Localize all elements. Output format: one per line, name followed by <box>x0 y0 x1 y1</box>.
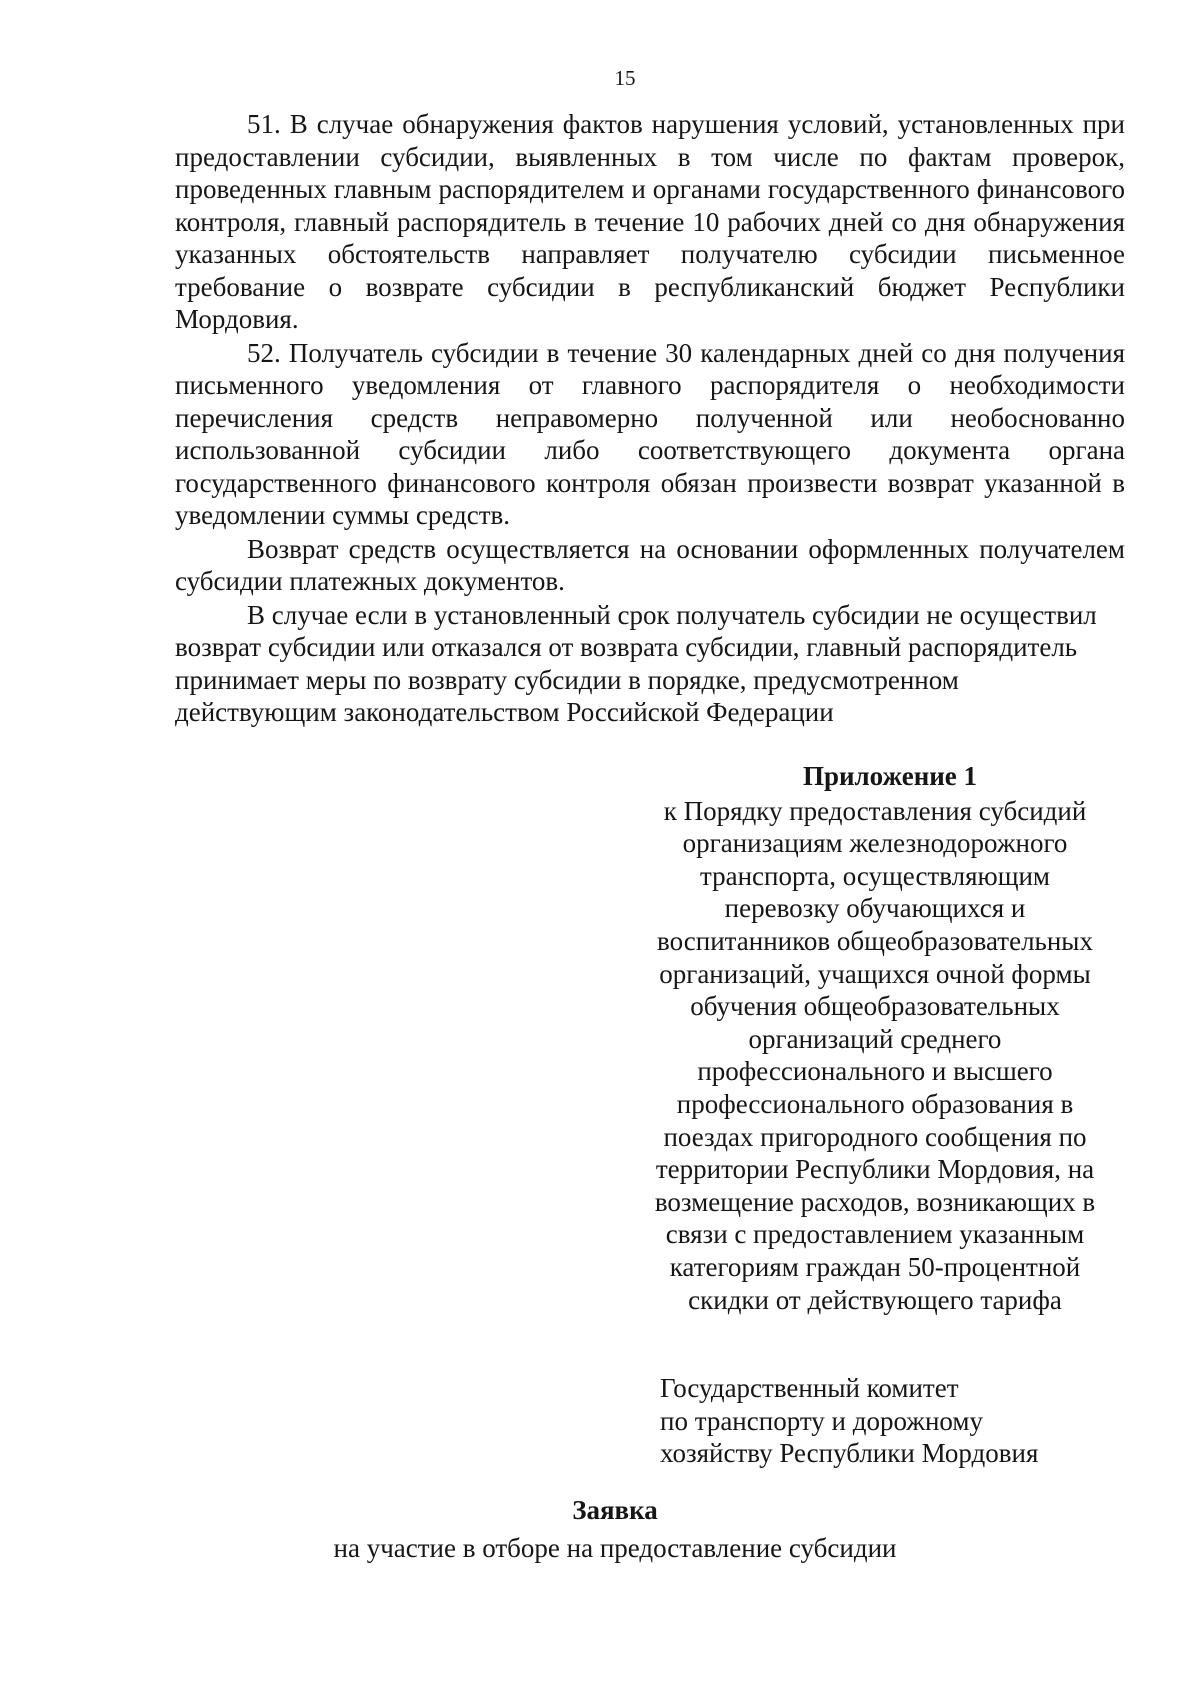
paragraph-refund-enforcement: В случае если в установленный срок получатель субсидии не осуществил возврат субсидии или отказался от возврата субсидии, главный распорядитель принимает меры по возврату субсидии в порядке, предусмотренном действующим законодательством Российской Федерации <box>175 599 1097 727</box>
addressee-line: хозяйству Республики Мордовия <box>660 1438 1039 1468</box>
appendix-line: организаций среднего <box>748 1023 1002 1054</box>
appendix-line: перевозку обучающихся и <box>724 893 1026 924</box>
appendix-line: транспорта, осуществляющим <box>699 860 1051 891</box>
addressee-block <box>660 1372 1120 1470</box>
paragraph-51: 51. В случае обнаружения фактов нарушения условий, установленных при предоставлении субсидии, выявленных в том числе по фактам проверок, проведенных главным распорядителем и органами государственного финансового контроля, главный распорядитель в течение 10 рабочих дней со дня обнаружения указанных обстоятельств направляет получателю субсидии письменное требование о возврате субсидии в республиканский бюджет Республики Мордовия. <box>175 109 1125 334</box>
paragraph-refund-basis: Возврат средств осуществляется на основании оформленных получателем субсидии платежных документов. <box>175 533 1125 596</box>
appendix-line: воспитанников общеобразовательных <box>657 925 1093 956</box>
appendix-line: поездах пригородного сообщения по <box>663 1121 1087 1152</box>
appendix-line: обучения общеобразовательных <box>690 991 1060 1022</box>
form-title: Заявка <box>572 1495 658 1525</box>
appendix-line: категориям граждан 50-процентной <box>669 1251 1081 1282</box>
appendix-title: Приложение 1 <box>802 761 978 791</box>
appendix-line: связи с предоставлением указанным <box>665 1219 1085 1250</box>
page-number: 15 <box>614 66 636 90</box>
body-text <box>175 108 1125 729</box>
appendix-line: профессионального и высшего <box>697 1056 1053 1087</box>
appendix-block <box>630 760 1120 1316</box>
paragraph-52: 52. Получатель субсидии в течение 30 календарных дней со дня получения письменного уведомления от главного распорядителя о необходимости перечисления средств неправомерно полученной или необоснованно использованной субсидии либо соответствующего документа органа государственного финансового контроля обязан произвести возврат указанной в уведомлении суммы средств. <box>175 337 1125 530</box>
appendix-line: организациям железнодорожного <box>682 828 1068 859</box>
addressee-line: Государственный комитет <box>660 1373 959 1403</box>
appendix-line: скидки от действующего тарифа <box>688 1284 1062 1315</box>
appendix-line: организаций, учащихся очной формы <box>659 958 1091 989</box>
appendix-line: территории Республики Мордовия, на <box>655 1154 1095 1185</box>
appendix-line: возмещение расходов, возникающих в <box>654 1186 1096 1217</box>
form-subtitle: на участие в отборе на предоставление субсидии <box>333 1533 897 1563</box>
appendix-line: к Порядку предоставления субсидий <box>663 795 1087 826</box>
addressee-line: по транспорту и дорожному <box>660 1405 983 1436</box>
appendix-line: профессионального образования в <box>676 1088 1074 1119</box>
